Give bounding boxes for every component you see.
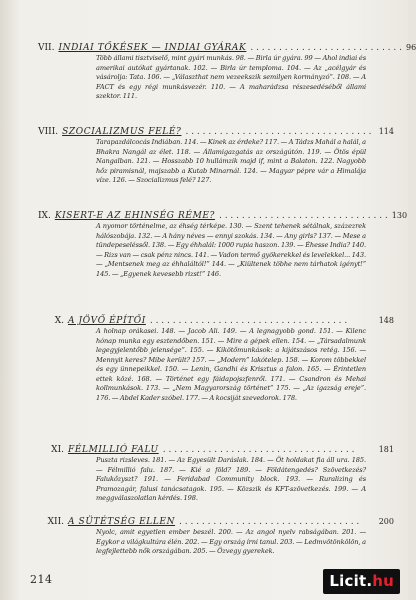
leader-dots: . . . . . . . . . . . . . . . . . . . . . . . . . . . xyxy=(250,43,402,53)
leader-dots: . . . . . . . . . . . . . . . . . . . . . . . . . . . . . . xyxy=(218,211,388,221)
chapter-summary: Nyolc, amit egyetlen ember beszél. 200. — Az angol nyelv rabságában. 201. — Egykor a világkultúra élén. 202. — Egy ország írni tanul. 203. — Ledmvötönkölön, a legfejlettebb nők országában. 205. — Özvegy gyerekek. xyxy=(96,528,366,556)
chapter-vii xyxy=(38,42,416,102)
chapter-summary: Puszta rizsleves. 181. — Az Egyesült Daráslak. 184. — Öt holdakat fia áll ura. 185. — Félmillió falu. 187. — Kié a föld? 189. — Földátengedés? Szövetkezés? Falukőzyszt? 191. — Feridabad Community block. 193. — Ruralizing és Pramozagár, falusi tanácsatagok. 195. — Közszik és KFT-szövetkezés. 199. — A meggválaszolatlan kérdés. 198. xyxy=(96,456,366,503)
leader-dots: . . . . . . . . . . . . . . . . . . . . . . . . . . . . . . . . . xyxy=(185,127,372,137)
chapter-summary: A holnap orákasei. 148. — Jacob Ali. 149. — A legnagyobb gond. 151. — Kilenc hónap munka egy esztendőben. 151. — Mire a gépek ellen. 154. — „Társadalmunk legegyjelentőbb jelensége”. 155. — Kikötőmunkások: a kijátszásos retég. 156. — Mennyit keres? Mibe került? 157. — „Modern” lakótelep. 158. — Korom többekkel és egy ünnepeikkel. 150. — Lenin, Gandhi és Krisztus a falon. 165. — Érintetlen ettek közé. 168. — Történet egy fáidapojszfenről. 171. — Csandron és Mehai kollmunkások. 173. — „Nem Magyarország történet” 175. — „Az igazság ereje”. 176. — Abdel Kader szóbel. 177. — A kocsiját szevedorok. 178. xyxy=(96,327,366,402)
chapter-heading xyxy=(38,42,416,54)
chapter-summary: A nyomor történelme, az éhség térképe. 130. — Szent tehenek sétálnak, százezrek hálószobája. 132. — A hány néves — ennyi szokás. 134. — Any girls? 137. — Mese a tündepeseléssől. 138. — Egy éhhalál: 1000 rupia haszon. 139. — Éhesse India? 140. — Rizs van — csak pénz nincs. 141. — Vadon termő gyökerekkel és levelekkel... 143. — „Mentsenek meg az éhhaláltól!” 144. — „Kiültenek töbhe nem tárhatok igényt!” 145. — „Egyenek kevesebb rizst!” 146. xyxy=(96,222,366,278)
chapter-number: IX. xyxy=(38,211,51,221)
chapter-title: INDIAI TŐKÉSEK — INDIAI GYÁRAK xyxy=(58,43,247,53)
leader-dots: . . . . . . . . . . . . . . . . . . . . . . . . . . . . . . . . xyxy=(179,517,360,527)
page-folio-number: 214 xyxy=(30,573,53,586)
chapter-title: KISERT-E AZ EHINSÉG RÉME? xyxy=(54,211,215,221)
chapter-page-number: 130 xyxy=(391,211,408,220)
chapter-page-number: 148 xyxy=(378,316,394,325)
chapter-title: A JÖVŐ ÉPÍTŐI xyxy=(68,316,146,326)
chapter-number: VIII. xyxy=(38,127,59,137)
chapter-summary: Több állami tisztviselő, mint gyári munkás. 98. — Birla úr gyára. 99 — Ahol indiai és amerikai autókat gyártanak. 102. — Birla úr temploma. 104. — Az „acélgyár és vásárolja: Tata. 106. — „Választhat nem vezeekszik semilyen kormányzó”. 108. — A FACT és egy régi munkásvezér. 110. — A maharádzsa részesedéséből állami szektor. 111. xyxy=(96,54,366,101)
chapter-number: VII. xyxy=(38,43,55,53)
chapter-page-number: 96 xyxy=(405,43,416,52)
chapter-ix xyxy=(38,210,408,279)
chapter-heading xyxy=(38,516,394,528)
chapter-number: XII. xyxy=(47,517,64,527)
chapter-title: A SÜTÉTSÉG ELLEN xyxy=(68,517,176,527)
chapter-heading xyxy=(38,210,408,222)
chapter-summary: Tarapazdálcocás Indiában. 114. — Kinek az érdeke? 117. — A Tádzs Mahál a halál, a Bhakra Nangál az élet. 118. — Államigazgatás az országútón. 119. — Ötös épül Nangalban. 121. — Hosszabb 10 hullámzik majd if, mint a Balaton. 122. Nagyobb hőz piramisnál, majszabb a Kutab Minarnál. 124. — Magyar pépre vár a Himalája víze. 126. — Szocializmus felé? 127. xyxy=(96,138,366,185)
leader-dots: . . . . . . . . . . . . . . . . . . . . . . . . . . . . . . . . . . . xyxy=(149,316,348,326)
chapter-page-number: 114 xyxy=(378,127,394,136)
chapter-heading xyxy=(38,315,394,327)
chapter-title: SZOCIALIZMUS FELÉ? xyxy=(62,127,182,137)
chapter-x xyxy=(38,315,394,403)
chapter-heading xyxy=(38,444,394,456)
chapter-viii xyxy=(38,126,394,186)
chapter-page-number: 181 xyxy=(378,445,394,454)
leader-dots: . . . . . . . . . . . . . . . . . . . . . . . . . . . . . . . . . . xyxy=(162,445,355,455)
logo-suffix-text: hu xyxy=(372,572,394,590)
chapter-xi xyxy=(38,444,394,504)
chapter-page-number: 200 xyxy=(378,517,394,526)
chapter-number: XI. xyxy=(51,445,64,455)
chapter-number: X. xyxy=(54,316,64,326)
chapter-title: FÉLMILLIÓ FALU xyxy=(68,445,159,455)
logo-main-text: Licit. xyxy=(329,572,373,590)
licit-logo xyxy=(323,569,400,594)
chapter-heading xyxy=(38,126,394,138)
chapter-xii xyxy=(38,516,394,557)
